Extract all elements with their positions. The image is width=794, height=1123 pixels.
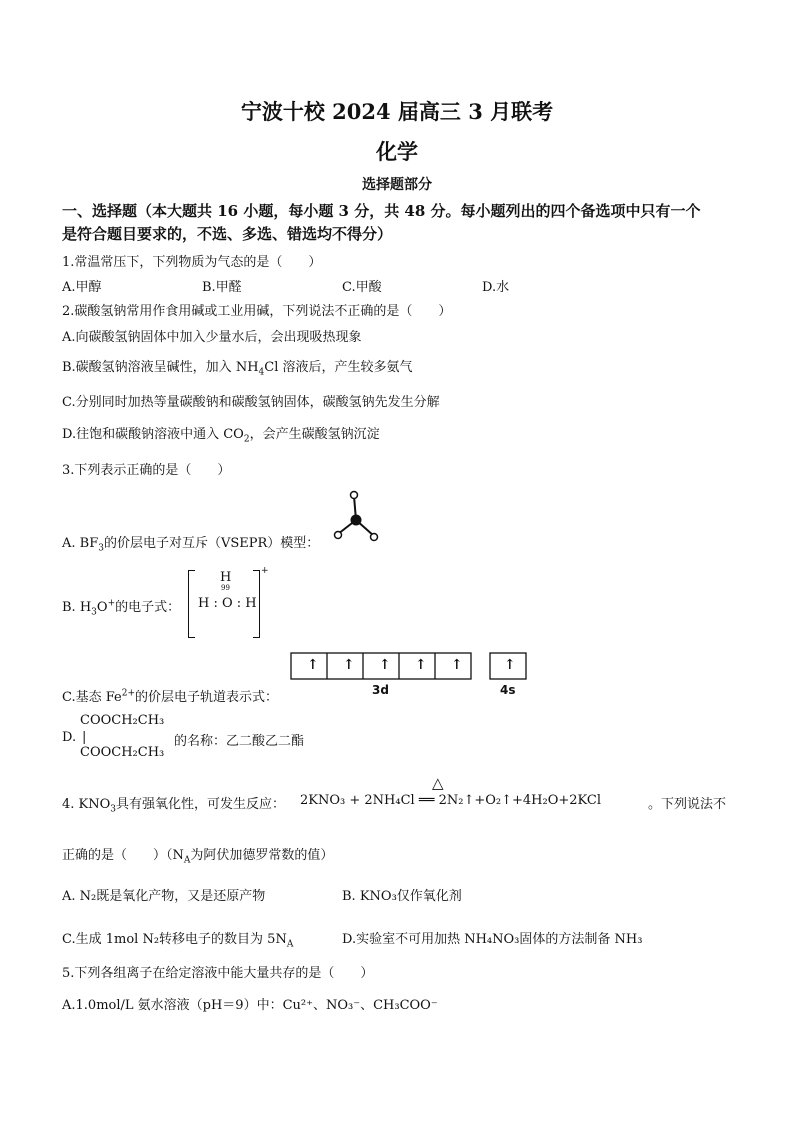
q4-option-c: C.生成 1mol N₂转移电子的数目为 $5N_A$ xyxy=(62,932,294,950)
ester-bond: | xyxy=(82,730,87,745)
q4-option-a: A. N₂既是氧化产物，又是还原产物 xyxy=(62,889,266,904)
left-bracket xyxy=(188,570,195,638)
arrow-3d-3: ↑ xyxy=(379,657,391,673)
q3-option-b: B. $H_3O^+$的电子式： xyxy=(62,598,181,618)
orbital-boxes xyxy=(290,652,530,680)
q2-option-a: A.向碳酸氢钠固体中加入少量水后，会出现吸热现象 xyxy=(62,330,362,345)
heat-symbol: △ xyxy=(432,774,444,792)
q3-stem: 3.下列表示正确的是（ ） xyxy=(62,463,231,478)
h-o-h-row: H : O : H xyxy=(198,596,257,611)
subject-title: 化学 xyxy=(376,139,418,164)
q5-stem: 5.下列各组离子在给定溶液中能大量共存的是（ ） xyxy=(62,966,374,981)
section-heading-line1: 一、选择题（本大题共 16 小题，每小题 3 分，共 48 分。每小题列出的四个备选项中只有一个 xyxy=(62,202,701,220)
ion-charge: + xyxy=(261,566,269,576)
section-heading-line2: 是符合题目要求的，不选、多选、错选均不得分） xyxy=(62,225,393,243)
q2-option-b: B.碳酸氢钠溶液呈碱性，加入 $NH_4Cl$ 溶液后，产生较多氨气 xyxy=(62,360,413,378)
q4-option-b: B. KNO₃仅作氧化剂 xyxy=(342,889,462,904)
exam-title: 宁波十校 2024 届高三 3 月联考 xyxy=(240,99,554,124)
q1-option-d: D.水 xyxy=(482,280,510,295)
q4-stem-line2: 正确的是（ ）（$N_A$为阿伏加德罗常数的值） xyxy=(62,848,334,866)
arrow-3d-4: ↑ xyxy=(415,657,427,673)
q1-option-c: C.甲酸 xyxy=(342,280,382,295)
q1-option-a: A.甲醇 xyxy=(62,280,102,295)
bf3-vsepr-model-icon xyxy=(328,488,384,544)
arrow-3d-1: ↑ xyxy=(307,657,319,673)
part-title: 选择题部分 xyxy=(362,177,432,193)
q1-option-b: B.甲醛 xyxy=(202,280,242,295)
q3-option-c: C.基态 $Fe^{2+}$的价层电子轨道表示式： xyxy=(62,688,279,705)
arrow-3d-5: ↑ xyxy=(451,657,463,673)
q5-option-a: A.1.0mol/L 氨水溶液（pH＝9）中：Cu²⁺、NO₃⁻、CH₃COO⁻ xyxy=(62,998,438,1013)
q4-equation: 2KNO₃ + 2NH₄Cl ══ 2N₂↑+O₂↑+4H₂O+2KCl xyxy=(300,793,602,808)
q4-stem-tail: 。下列说法不 xyxy=(648,797,727,812)
q4-option-d: D.实验室不可用加热 NH₄NO₃固体的方法制备 NH₃ xyxy=(342,932,643,947)
option-d-prefix: D. xyxy=(62,730,77,745)
q1-stem: 1.常温常压下，下列物质为气态的是（ ） xyxy=(62,255,322,270)
q2-option-d: D.往饱和碳酸钠溶液中通入 $CO_2$，会产生碳酸氢钠沉淀 xyxy=(62,427,380,445)
q2-stem: 2.碳酸氢钠常用作食用碱或工业用碱，下列说法不正确的是（ ） xyxy=(62,304,452,319)
q3-option-a: A. $BF_3$的价层电子对互斥（VSEPR）模型： xyxy=(62,536,320,554)
q2-option-c: C.分别同时加热等量碳酸钠和碳酸氢钠固体，碳酸氢钠先发生分解 xyxy=(62,395,440,410)
arrow-4s-1: ↑ xyxy=(504,657,516,673)
ester-name: 的名称：乙二酸乙二酯 xyxy=(174,734,305,749)
label-3d: 3d xyxy=(372,683,389,697)
ester-line2: COOCH₂CH₃ xyxy=(80,745,165,760)
label-4s: 4s xyxy=(500,683,516,697)
q4-stem-line1: 4. $KNO_3$具有强氧化性，可发生反应： xyxy=(62,797,286,815)
bond-dots: 99 xyxy=(221,584,230,592)
top-hydrogen: H xyxy=(220,570,232,585)
arrow-3d-2: ↑ xyxy=(343,657,355,673)
ester-line1: COOCH₂CH₃ xyxy=(80,713,165,728)
